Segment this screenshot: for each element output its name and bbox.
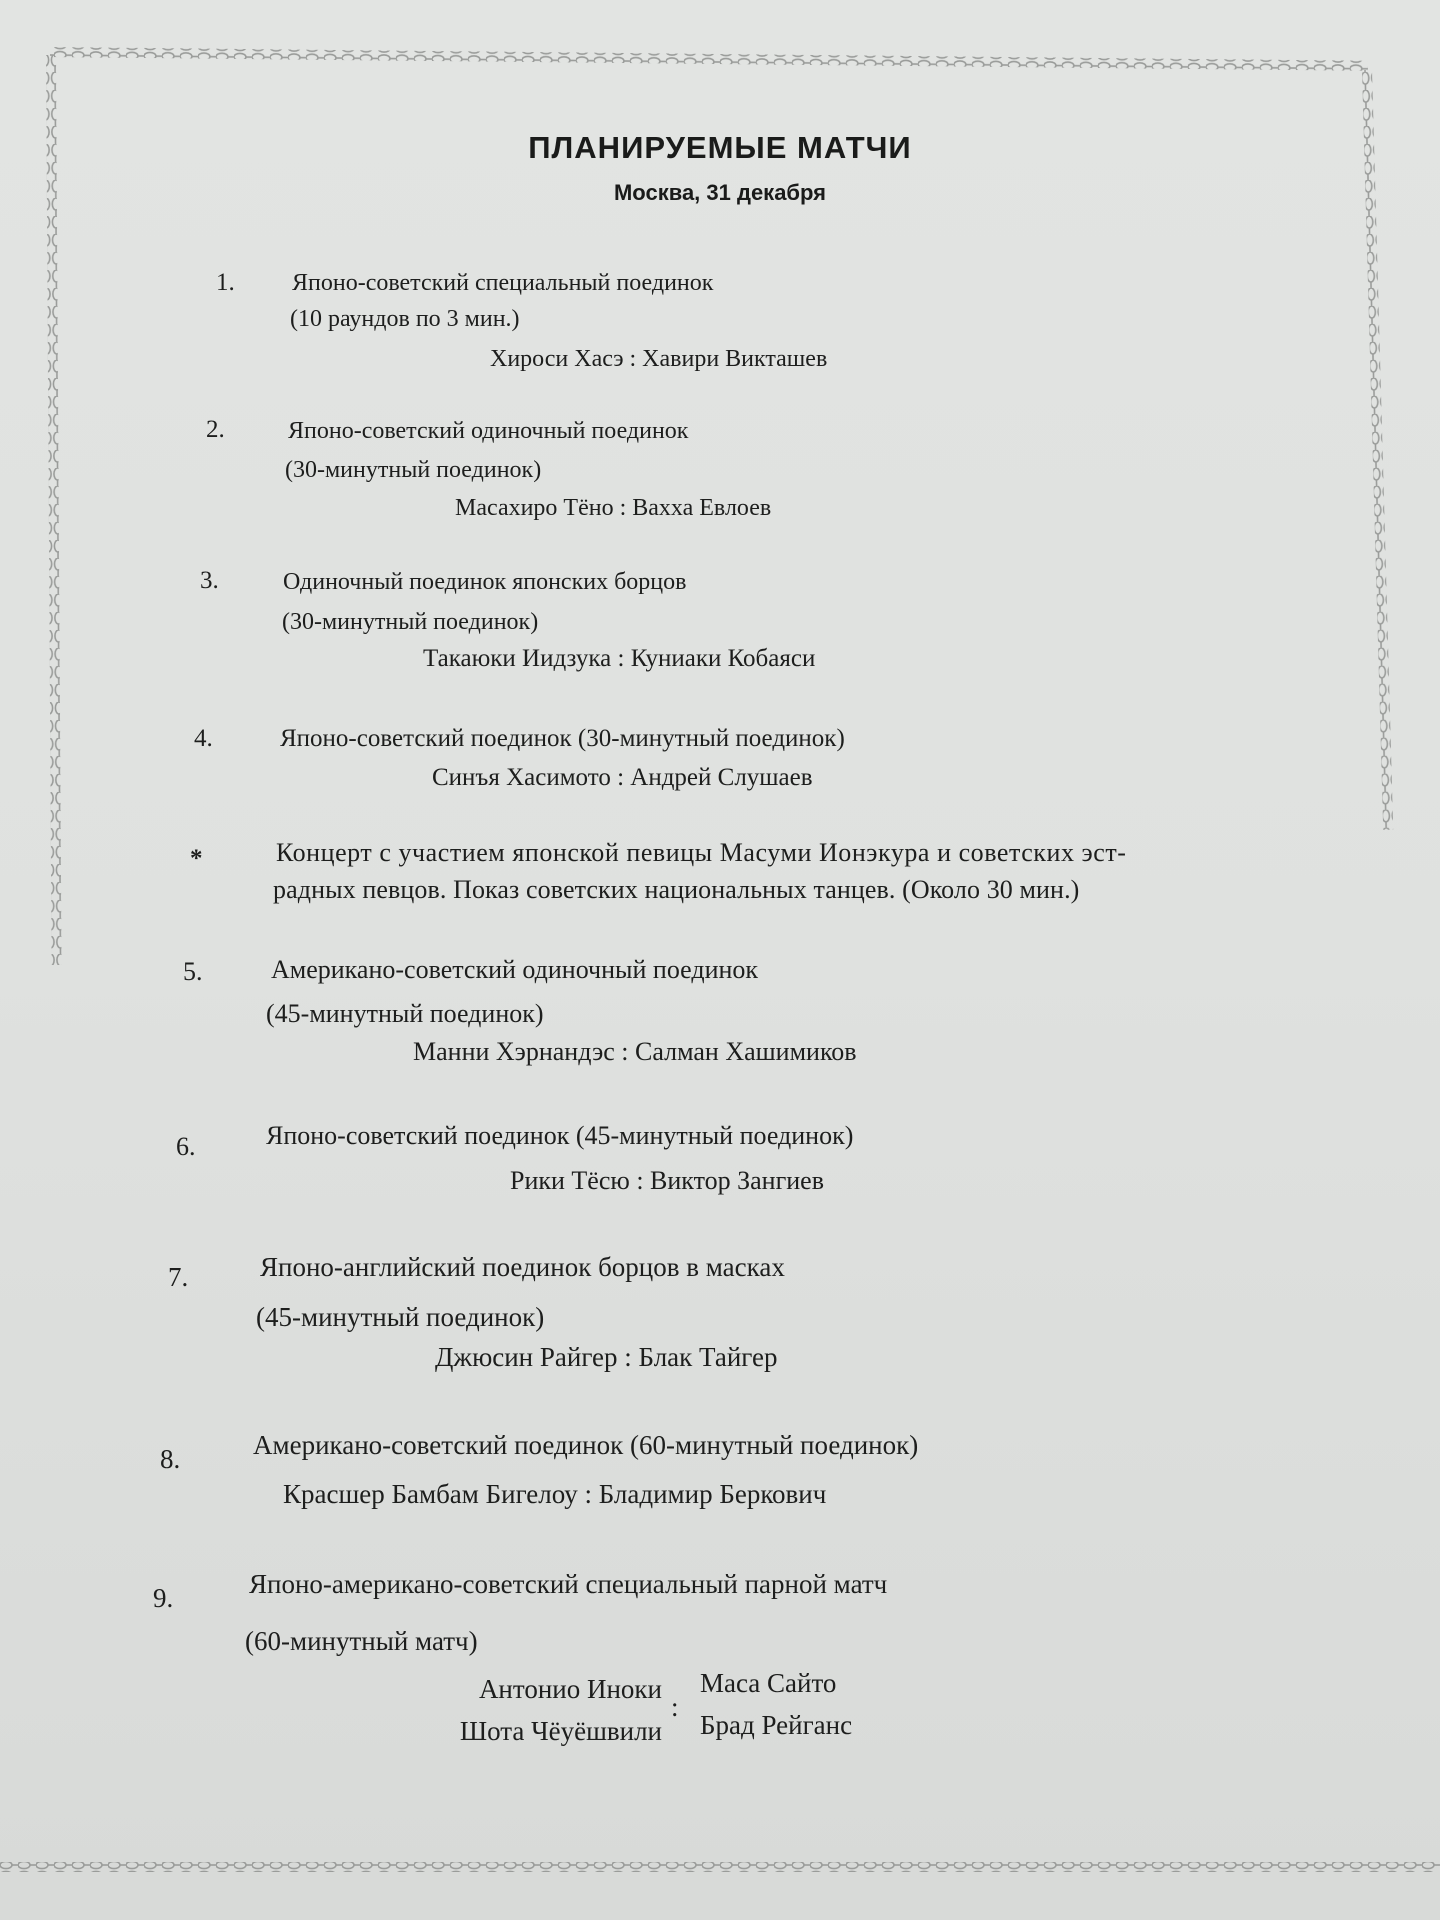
- team-b-member-2: Брад Рейганс: [700, 1710, 853, 1740]
- match-pairing: [423, 644, 815, 674]
- fighter-a: Масахиро Тёно: [455, 495, 614, 521]
- fighter-b: Блак Тайгер: [638, 1342, 778, 1372]
- match-duration: (45-минутный поединок): [256, 1302, 545, 1332]
- pairing-separator: :: [624, 1342, 632, 1372]
- match-duration: (30-минутный поединок): [285, 457, 542, 483]
- fighter-a: Такаюки Иидзука: [423, 645, 612, 672]
- match-number: 9.: [153, 1583, 174, 1613]
- fighter-b: Салман Хашимиков: [635, 1037, 857, 1066]
- match-number: 7.: [168, 1262, 189, 1292]
- match-number: 4.: [194, 725, 213, 752]
- fighter-b: Виктор Зангиев: [650, 1166, 824, 1195]
- match-title: Японо-американо-советский специальный парной матч: [249, 1569, 888, 1599]
- match-pairing: [490, 344, 827, 374]
- fighter-a: Манни Хэрнандэс: [413, 1037, 615, 1066]
- fighter-a: Синъя Хасимото: [432, 764, 611, 791]
- fighter-b: Хавири Викташев: [642, 346, 828, 372]
- pairing-separator: :: [629, 346, 637, 372]
- match-pairing: [283, 1479, 826, 1509]
- match-duration: (30-минутный поединок): [282, 609, 539, 635]
- fighter-a: Красшер Бамбам Бигелоу: [283, 1479, 578, 1509]
- match-title: Одиночный поединок японских борцов: [283, 569, 687, 595]
- intermission-text-line-1: Концерт с участием японской певицы Масуми Ионэкура и советских эст-: [276, 838, 1127, 867]
- match-number: 8.: [160, 1444, 181, 1474]
- intermission-marker: *: [190, 845, 203, 872]
- fighter-a: Хироси Хасэ: [490, 346, 624, 372]
- match-duration: (60-минутный матч): [245, 1626, 478, 1656]
- match-title: Японо-советский поединок (30-минутный поединок): [280, 725, 845, 752]
- match-title: Американо-советский поединок (60-минутный поединок): [253, 1430, 919, 1460]
- intermission-text-line-2: радных певцов. Показ советских национальных танцев. (Около 30 мин.): [273, 875, 1080, 904]
- match-number: 2.: [206, 416, 225, 443]
- fighter-a: Рики Тёсю: [510, 1166, 630, 1195]
- match-number: 3.: [200, 567, 219, 594]
- team-b-member-1: Маса Сайто: [700, 1668, 837, 1698]
- match-title: Американо-советский одиночный поединок: [271, 955, 759, 984]
- match-duration: (10 раундов по 3 мин.): [290, 306, 520, 332]
- pairing-separator: :: [584, 1479, 592, 1509]
- match-pairing: [413, 1037, 857, 1067]
- pairing-separator: :: [617, 645, 625, 672]
- match-pairing: [510, 1166, 824, 1196]
- page-subtitle: Москва, 31 декабря: [613, 180, 827, 205]
- pairing-separator: :: [617, 764, 625, 791]
- match-pairing: [432, 763, 813, 793]
- fighter-b: Куниаки Кобаяси: [630, 645, 816, 672]
- fighter-b: Андрей Слушаев: [630, 764, 813, 791]
- fighter-a: Джюсин Райгер: [435, 1342, 618, 1372]
- pairing-separator: :: [621, 1037, 629, 1066]
- match-pairing: [455, 493, 771, 523]
- match-number: 5.: [183, 957, 203, 986]
- match-title: Японо-советский одиночный поединок: [288, 418, 689, 444]
- team-separator: :: [671, 1692, 679, 1722]
- match-number: 1.: [216, 269, 235, 296]
- pairing-separator: :: [636, 1166, 644, 1195]
- match-title: Японо-советский специальный поединок: [292, 270, 714, 296]
- fighter-b: Вахха Евлоев: [632, 495, 772, 521]
- pairing-separator: :: [619, 495, 627, 521]
- match-pairing: [435, 1342, 777, 1372]
- match-title: Японо-советский поединок (45-минутный поединок): [266, 1121, 854, 1150]
- match-title: Японо-английский поединок борцов в масках: [260, 1252, 785, 1282]
- page-title: ПЛАНИРУЕМЫЕ МАТЧИ: [528, 130, 912, 165]
- match-duration: (45-минутный поединок): [266, 999, 544, 1028]
- fighter-b: Бладимир Беркович: [598, 1479, 827, 1509]
- team-a-member-1: Антонио Иноки: [478, 1674, 662, 1704]
- match-number: 6.: [176, 1132, 196, 1161]
- team-a-member-2: Шота Чёуёшвили: [459, 1716, 662, 1746]
